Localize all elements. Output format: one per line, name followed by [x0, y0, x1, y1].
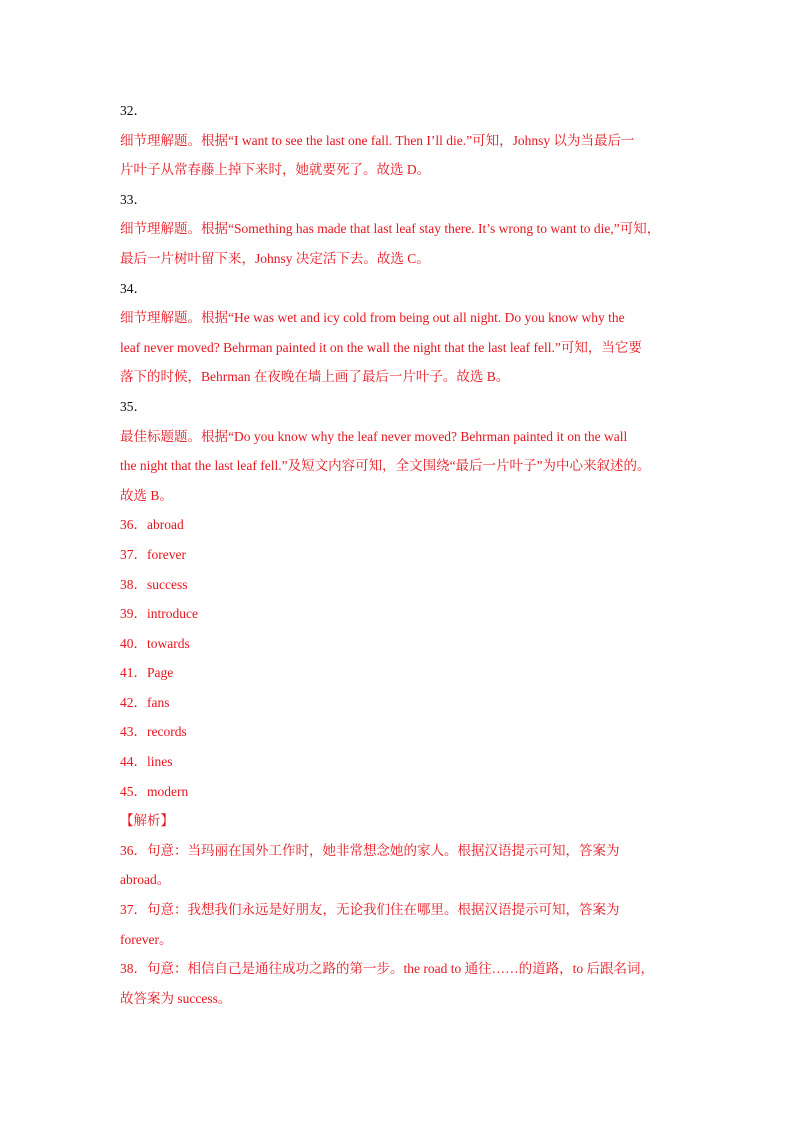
analysis-36-line-2: abroad。: [120, 872, 171, 888]
answer-43: 43．records: [120, 724, 187, 740]
explanation-33-line-1: 细节理解题。根据“Something has made that last leaf stay there. It’s wrong to want to die,”可知，: [120, 221, 661, 237]
question-number-35: 35．: [120, 398, 147, 414]
analysis-38-line-1: 38．句意：相信自己是通往成功之路的第一步。the road to 通往……的道路，to 后跟名词，: [120, 961, 654, 977]
answer-40: 40．towards: [120, 635, 190, 651]
answer-37: 37．forever: [120, 546, 186, 562]
explanation-33-line-2: 最后一片树叶留下来，Johnsy 决定活下去。故选 C。: [120, 250, 430, 266]
explanation-32-line-2: 片叶子从常春藤上掉下来时，她就要死了。故选 D。: [120, 162, 431, 178]
answer-45: 45．modern: [120, 783, 189, 799]
explanation-34-line-3: 落下的时候，Behrman 在夜晚在墙上画了最后一片叶子。故选 B。: [120, 369, 510, 385]
explanation-35-line-3: 故选 B。: [120, 487, 173, 503]
answer-36: 36．abroad: [120, 517, 184, 533]
question-number-32: 32．: [120, 103, 147, 118]
answer-38: 38．success: [120, 576, 188, 592]
answer-39: 39．introduce: [120, 606, 198, 622]
analysis-36-line-1: 36．句意：当玛丽在国外工作时，她非常想念她的家人。根据汉语提示可知，答案为: [120, 842, 620, 858]
analysis-37-line-2: forever。: [120, 931, 173, 947]
explanation-34-line-2: leaf never moved? Behrman painted it on the wall the night that the last leaf fell.”可知，当它要: [120, 339, 642, 355]
answer-41: 41．Page: [120, 665, 174, 681]
question-number-33: 33．: [120, 191, 147, 207]
explanation-34-line-1: 细节理解题。根据“He was wet and icy cold from being out all night. Do you know why the: [120, 310, 625, 326]
answer-44: 44．lines: [120, 754, 173, 770]
analysis-heading: 【解析】: [120, 813, 174, 829]
explanation-32-line-1: 细节理解题。根据“I want to see the last one fall. Then I’ll die.”可知，Johnsy 以为当最后一: [120, 132, 635, 148]
explanation-35-line-1: 最佳标题题。根据“Do you know why the leaf never moved? Behrman painted it on the wall: [120, 428, 628, 444]
analysis-38-line-2: 故答案为 success。: [120, 990, 232, 1006]
analysis-37-line-1: 37．句意：我想我们永远是好朋友，无论我们住在哪里。根据汉语提示可知，答案为: [120, 902, 620, 918]
explanation-35-line-2: the night that the last leaf fell.”及短文内容可知，全文围绕“最后一片叶子”为中心来叙述的。: [120, 458, 651, 474]
question-number-34: 34．: [120, 280, 147, 296]
answer-key-page: [120, 96, 700, 1013]
answer-42: 42．fans: [120, 694, 170, 710]
